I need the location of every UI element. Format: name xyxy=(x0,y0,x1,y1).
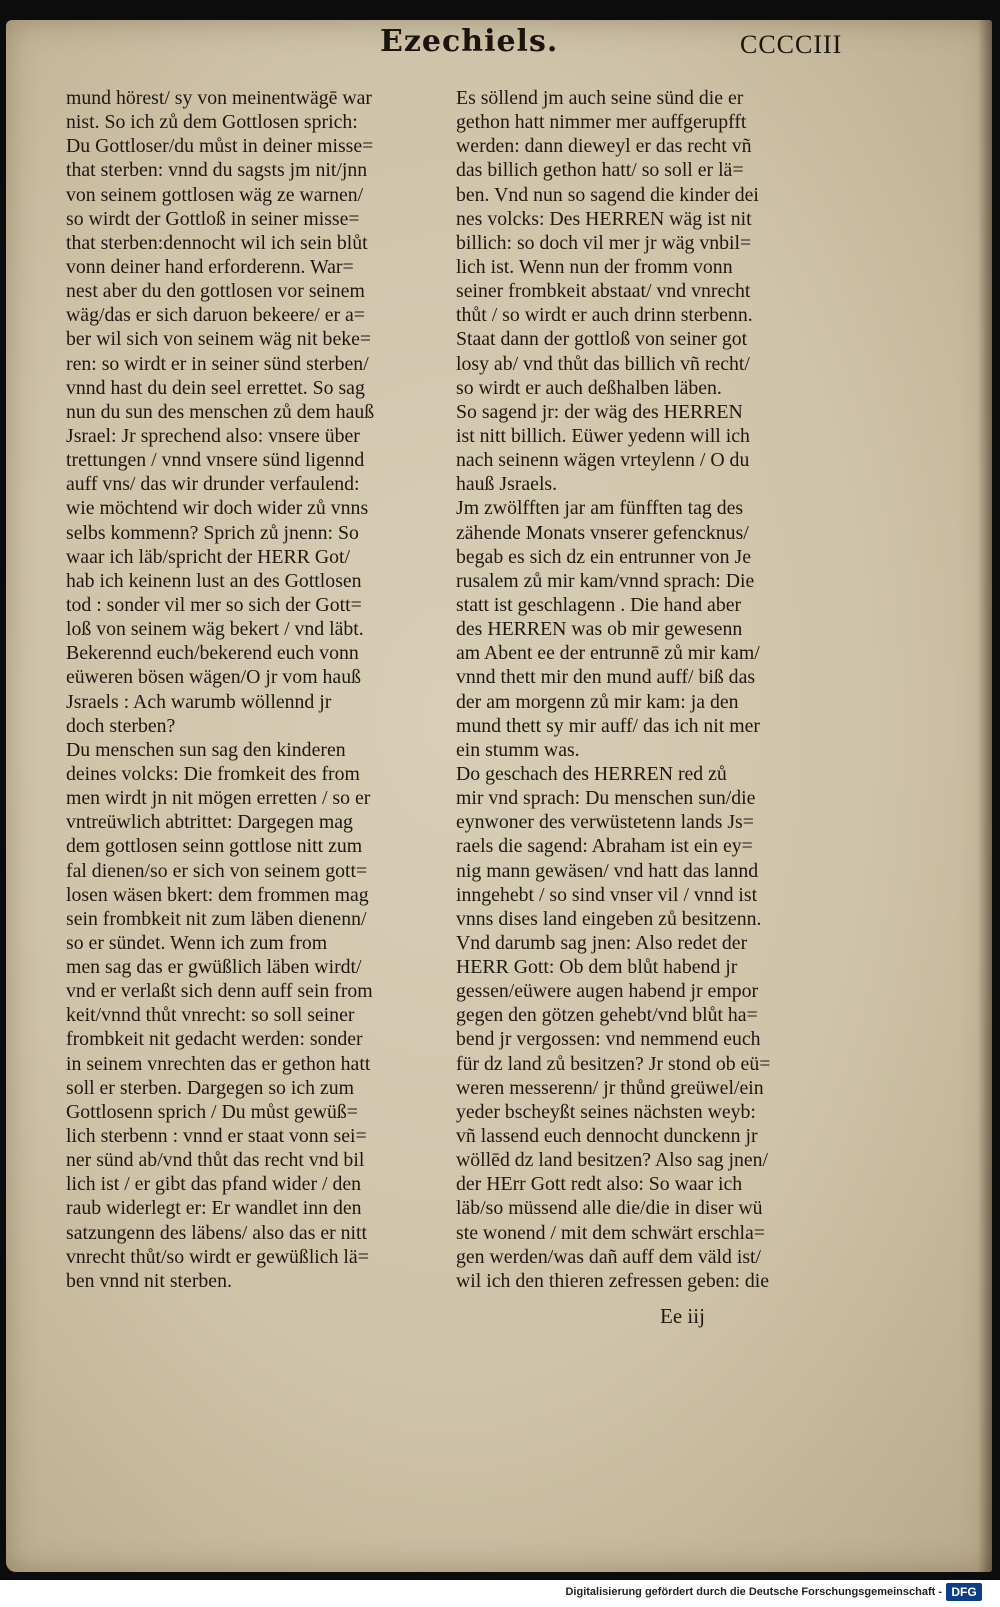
text-line: lich ist / er gibt das pfand wider / den xyxy=(66,1173,361,1196)
text-line: ner sünd ab/vnd thůt das recht vnd bil xyxy=(66,1149,365,1172)
text-line: nist. So ich zů dem Gottlosen sprich: xyxy=(66,111,358,134)
text-line: raels die sagend: Abraham ist ein ey= xyxy=(456,835,753,858)
text-line: für dz land zů besitzen? Jr stond ob eü= xyxy=(456,1052,771,1075)
text-line: inngehebt / so sind vnser vil / vnnd ist xyxy=(456,883,758,906)
text-line: gethon hatt nimmer mer auffgerupfft xyxy=(456,111,747,134)
text-line: wil ich den thieren zefressen geben: die xyxy=(456,1269,770,1292)
text-line: der am morgenn zů mir kam: ja den xyxy=(456,690,739,713)
text-line: Do geschach des HERREN red zů xyxy=(456,762,727,785)
text-column-right xyxy=(456,86,832,1293)
text-line: begab es sich dz ein entrunner von Je xyxy=(456,545,751,568)
text-line: men wirdt jn nit mögen erretten / so er xyxy=(66,787,371,810)
text-line: vnnd thett mir den mund auff/ biß das xyxy=(456,666,756,689)
text-line: ber wil sich von seinem wäg nit beke= xyxy=(66,328,372,351)
text-line: des HERREN was ob mir gewesenn xyxy=(456,618,743,641)
text-line: nest aber du den gottlosen vor seinem xyxy=(66,280,365,303)
text-line: trettungen / vnnd vnsere sünd ligennd xyxy=(66,449,365,472)
text-line: ein stumm was. xyxy=(456,738,580,761)
text-line: ren: so wirdt er in seiner sünd sterben/ xyxy=(66,352,369,375)
text-line: vnd er verlaßt sich denn auff sein from xyxy=(66,980,373,1003)
text-line: Jsraels : Ach warumb wöllennd jr xyxy=(66,690,332,713)
text-line: Bekerennd euch/bekerend euch vonn xyxy=(66,642,359,665)
text-line: So sagend jr: der wäg des HERREN xyxy=(456,400,743,423)
text-line: losy ab/ vnd thůt das billich vñ recht/ xyxy=(456,352,750,375)
text-line: eüweren bösen wägen/O jr vom hauß xyxy=(66,666,361,689)
text-line: in seinem vnrechten das er gethon hatt xyxy=(66,1052,371,1075)
text-line: Du menschen sun sag den kinderen xyxy=(66,738,346,761)
text-line: satzungenn des läbens/ also das er nitt xyxy=(66,1221,368,1244)
text-line: werden: dann dieweyl er das recht vñ xyxy=(456,135,752,158)
text-line: ben vnnd nit sterben. xyxy=(66,1269,232,1292)
text-line: gen werden/was dañ auff dem väld ist/ xyxy=(456,1245,762,1268)
text-line: das billich gethon hatt/ so soll er lä= xyxy=(456,159,744,182)
text-line: men sag das er gwüßlich läben wirdt/ xyxy=(66,956,362,979)
text-line: zähende Monats vnserer gefencknus/ xyxy=(456,521,749,544)
text-line: wie möchtend wir doch wider zů vnns xyxy=(66,497,369,520)
text-line: nach seinenn wägen vrteylenn / O du xyxy=(456,449,750,472)
text-line: ste wonend / mit dem schwärt erschla= xyxy=(456,1221,765,1244)
text-line: von seinem gottlosen wäg ze warnen/ xyxy=(66,183,364,206)
text-line: der HErr Gott redt also: So waar ich xyxy=(456,1173,743,1196)
text-line: keit/vnnd thůt vnrecht: so soll seiner xyxy=(66,1004,355,1027)
text-line: hauß Jsraels. xyxy=(456,473,558,496)
text-line: gessen/eüwere augen habend jr empor xyxy=(456,980,759,1003)
text-column-left xyxy=(66,86,454,1293)
text-line: vñ lassend euch dennocht dunckenn jr xyxy=(456,1125,758,1148)
text-line: loß von seinem wäg bekert / vnd läbt. xyxy=(66,618,364,641)
folio-number: CCCCIII xyxy=(740,30,843,59)
text-line: vonn deiner hand erforderenn. War= xyxy=(66,255,354,278)
page-edge-shadow xyxy=(978,20,992,1572)
text-line: gegen den götzen gehebt/vnd blůt ha= xyxy=(456,1004,758,1027)
text-line: mir vnd sprach: Du menschen sun/die xyxy=(456,787,756,810)
dfg-logo: DFG xyxy=(946,1583,982,1601)
text-line: billich: so doch vil mer jr wäg vnbil= xyxy=(456,231,752,254)
text-line: deines volcks: Die fromkeit des from xyxy=(66,762,360,785)
text-line: Es söllend jm auch seine sünd die er xyxy=(456,87,744,109)
text-line: vntreüwlich abtrittet: Dargegen mag xyxy=(66,811,353,834)
text-line: lich ist. Wenn nun der fromm vonn xyxy=(456,255,733,278)
text-line: HERR Gott: Ob dem blůt habend jr xyxy=(456,956,738,979)
text-line: sein frombkeit nit zum läben dienenn/ xyxy=(66,907,367,930)
text-line: statt ist geschlagenn . Die hand aber xyxy=(456,593,742,616)
text-line: eynwoner des verwüstetenn lands Js= xyxy=(456,811,754,834)
text-line: ist nitt billich. Eüwer yedenn will ich xyxy=(456,424,750,447)
text-line: Vnd darumb sag jnen: Also redet der xyxy=(456,931,748,954)
text-line: vnrecht thůt/so wirdt er gewüßlich lä= xyxy=(66,1245,369,1268)
text-line: bend jr vergossen: vnd nemmend euch xyxy=(456,1028,761,1051)
text-line: Gottlosenn sprich / Du můst gewüß= xyxy=(66,1100,358,1123)
text-line: seiner frombkeit abstaat/ vnd vnrecht xyxy=(456,280,751,303)
text-line: soll er sterben. Dargegen so ich zum xyxy=(66,1076,355,1099)
text-line: nes volcks: Des HERREN wäg ist nit xyxy=(456,207,752,230)
text-line: wäg/das er sich daruon bekeere/ er a= xyxy=(66,304,365,327)
text-line: Du Gottloser/du můst in deiner misse= xyxy=(66,135,374,158)
signature-mark: Ee iij xyxy=(660,1304,705,1328)
text-line: nun du sun des menschen zů dem hauß xyxy=(66,400,375,423)
text-line: fal dienen/so er sich von seinem gott= xyxy=(66,859,368,882)
funding-credit: Digitalisierung gefördert durch die Deutsche Forschungsgemeinschaft - xyxy=(565,1586,942,1598)
text-line: so wirdt er auch deßhalben läben. xyxy=(456,376,722,399)
text-line: tod : sonder vil mer so sich der Gott= xyxy=(66,593,362,616)
text-line: Jm zwölfften jar am fünfften tag des xyxy=(456,497,744,520)
text-line: yeder bscheyßt seines nächsten weyb: xyxy=(456,1100,756,1123)
text-line: lich sterbenn : vnnd er staat vonn sei= xyxy=(66,1125,367,1148)
text-line: auff vns/ das wir drunder verfaulend: xyxy=(66,473,360,496)
text-line: raub widerlegt er: Er wandlet inn den xyxy=(66,1197,362,1220)
text-line: frombkeit nit gedacht werden: sonder xyxy=(66,1028,363,1051)
text-line: nig mann gewäsen/ vnd hatt das lannd xyxy=(456,859,759,882)
text-line: am Abent ee der entrunnē zů mir kam/ xyxy=(456,642,760,665)
text-line: doch sterben? xyxy=(66,714,176,737)
text-line: Staat dann der gottloß von seiner got xyxy=(456,328,748,351)
text-line: vnnd hast du dein seel errettet. So sag xyxy=(66,376,365,399)
text-line: vnns dises land eingeben zů besitzenn. xyxy=(456,907,762,930)
text-line: wöllēd dz land besitzen? Also sag jnen/ xyxy=(456,1149,769,1172)
text-line: dem gottlosen seinn gottlose nitt zum xyxy=(66,835,363,858)
text-line: so er sündet. Wenn ich zum from xyxy=(66,931,328,954)
text-line: mund hörest/ sy von meinentwägē war xyxy=(66,87,372,109)
text-line: hab ich keinenn lust an des Gottlosen xyxy=(66,569,362,592)
text-line: that sterben:dennocht wil ich sein blůt xyxy=(66,231,368,254)
text-line: thůt / so wirdt er auch drinn sterbenn. xyxy=(456,304,753,327)
text-line: waar ich läb/spricht der HERR Got/ xyxy=(66,545,351,568)
running-head: Ezechiels. xyxy=(380,24,559,59)
text-line: mund thett sy mir auff/ das ich nit mer xyxy=(456,714,760,737)
text-line: weren messerenn/ jr thůnd greüwel/ein xyxy=(456,1076,764,1099)
text-line: Jsrael: Jr sprechend also: vnsere über xyxy=(66,424,360,447)
text-line: läb/so müssend alle die/die in diser wü xyxy=(456,1197,763,1220)
text-line: so wirdt der Gottloß in seiner misse= xyxy=(66,207,360,230)
text-line: that sterben: vnnd du sagsts jm nit/jnn xyxy=(66,159,368,182)
text-line: rusalem zů mir kam/vnnd sprach: Die xyxy=(456,569,755,592)
text-line: selbs kommenn? Sprich zů jnenn: So xyxy=(66,521,359,544)
text-line: ben. Vnd nun so sagend die kinder dei xyxy=(456,183,759,206)
text-line: losen wäsen bkert: dem frommen mag xyxy=(66,883,369,906)
